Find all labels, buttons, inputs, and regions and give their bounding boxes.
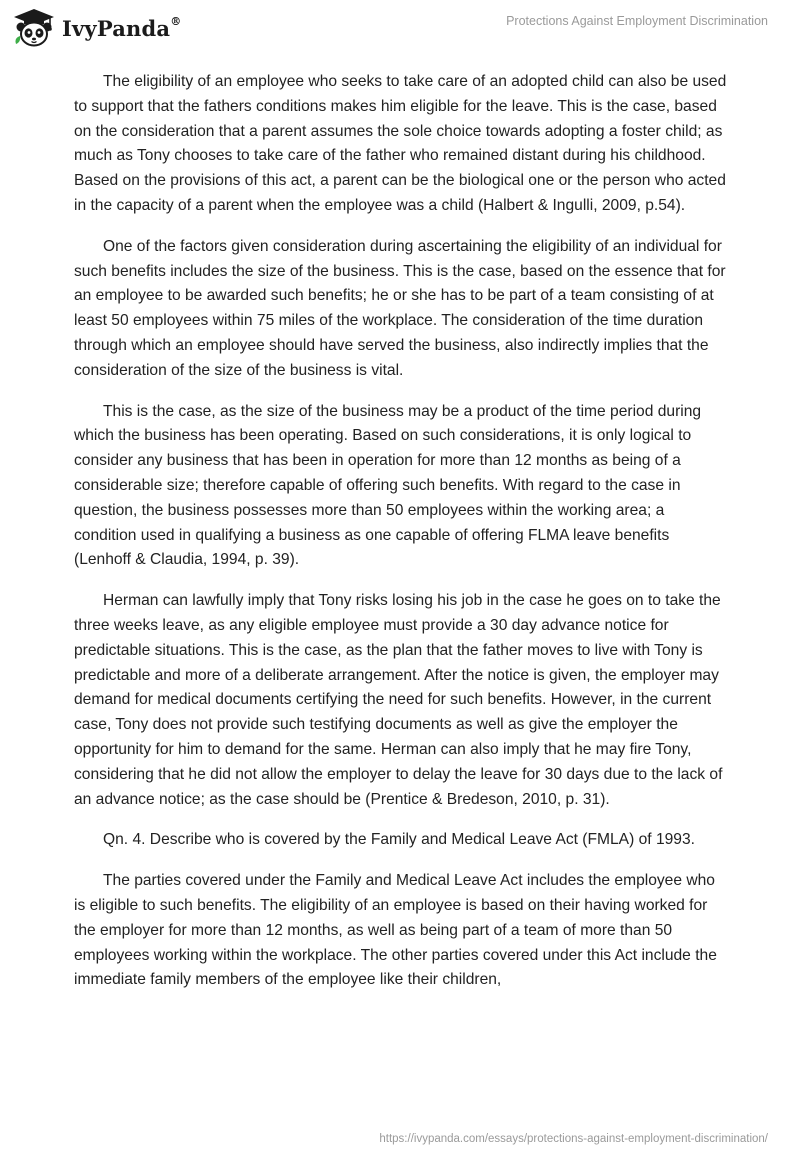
paragraph: This is the case, as the size of the business may be a product of the time period during which the business has been operating. Based on such considerations, it is only logical to consider any business that has been in operation for more than 12 months as being of a considerable size; therefore capable of offering such benefits. With regard to the case in question, the business possesses more than 50 employees within the working area; a condition used in qualifying a business as one capable of offering FLMA leave benefits (Lenhoff & Claudia, 1994, p. 39). — [74, 402, 702, 569]
panda-graduate-icon — [12, 8, 56, 48]
question-heading: Qn. 4. Describe who is covered by the Family and Medical Leave Act (FMLA) of 1993. — [103, 831, 695, 849]
footer-url[interactable]: https://ivypanda.com/essays/protections-against-employment-discrimination/ — [379, 1133, 768, 1145]
paragraph: The eligibility of an employee who seeks to take care of an adopted child can also be used to support that the fathers conditions makes him eligible for the leave. This is the case, based on the consideration that a parent assumes the sole choice towards adopting a foster child; as much as Tony chooses to take care of the father who remained distant during his childhood. Based on the provisions of this act, a parent can be the biological one or the person who acted in the capacity of a parent when the employee was a child (Halbert & Ingulli, 2009, p.54). — [74, 73, 727, 214]
ivypanda-logo[interactable] — [12, 8, 181, 48]
page-header — [0, 0, 800, 60]
paragraph: One of the factors given consideration during ascertaining the eligibility of an individual for such benefits includes the size of the business. This is the case, based on the essence that for an employee to be awarded such benefits; he or she has to be part of a team consisting of at least 50 employees within 75 miles of the workplace. The consideration of the time duration through which an employee should have served the business, also indirectly implies that the consideration of the size of the business is vital. — [74, 237, 726, 379]
brand-name: IvyPanda® — [62, 14, 182, 41]
paragraph: Herman can lawfully imply that Tony risks losing his job in the case he goes on to take the three weeks leave, as any eligible employee must provide a 30 day advance notice for predictable situations. This is the case, as the plan that the father moves to live with Tony is predictable and more of a deliberate arrangement. After the notice is given, the employer may demand for medical documents certifying the need for such benefits. However, in the current case, Tony does not provide such testifying documents as well as give the employer the opportunity for him to demand for the same. Herman can also imply that he may fire Tony, considering that he did not allow the employer to delay the leave for 30 days due to the lack of an advance notice; as the case should be (Prentice & Bredeson, 2010, p. 31). — [74, 592, 723, 808]
paragraph: The parties covered under the Family and Medical Leave Act includes the employee who is eligible to such benefits. The eligibility of an employee is based on their having worked for the employer for more than 12 months, as well as being part of a team of more than 50 employees working within the workplace. The other parties covered under this Act include the immediate family members of the employee like their children, — [74, 872, 717, 989]
essay-body — [74, 70, 730, 1009]
document-title: Protections Against Employment Discrimination — [506, 14, 768, 28]
